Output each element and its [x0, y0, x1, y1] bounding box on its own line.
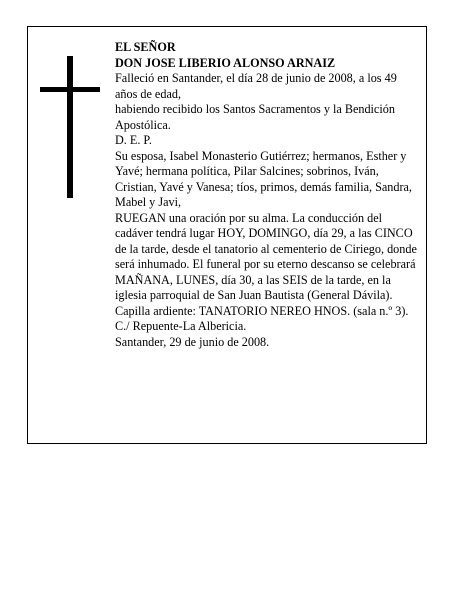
obituary-notice [27, 26, 427, 444]
latin-cross-icon [40, 56, 100, 198]
rip-line: D. E. P. [115, 133, 152, 147]
obituary-text [115, 40, 421, 350]
family-list: Su esposa, Isabel Monasterio Gutiérrez; hermanos, Esther y Yavé; hermana política, Pilar Salcines; sobrinos, Iván, Cristian, Yavé y Vanesa; tíos, primos, demás familia, Sandra, Mabel y Javi, [115, 148, 412, 209]
death-details: Falleció en Santander, el día 28 de junio de 2008, a los 49 años de edad, [115, 71, 397, 101]
deceased-name: DON JOSE LIBERIO ALONSO ARNAIZ [115, 55, 336, 70]
cross-horizontal-bar [40, 87, 100, 92]
place-date-line: Santander, 29 de junio de 2008. [115, 334, 270, 349]
heading-title: EL SEÑOR [115, 40, 176, 54]
cross-vertical-bar [67, 56, 73, 198]
service-details: RUEGAN una oración por su alma. La conducción del cadáver tendrá lugar HOY, DOMINGO, día 29, a las CINCO de la tarde, desde el tanatorio al cementerio de Ciriego, donde será inhumado. El funeral por su eterno descanso se celebrará MAÑANA, LUNES, día 30, a las SEIS de la tarde, en la iglesia parroquial de San Juan Bautista (General Dávila). Capilla ardiente: TANATORIO NEREO HNOS. (sala n.º 3). C./ Repuente-La Albericia. [115, 210, 417, 333]
sacraments-line: habiendo recibido los Santos Sacramentos y la Bendición Apostólica. [115, 102, 395, 132]
